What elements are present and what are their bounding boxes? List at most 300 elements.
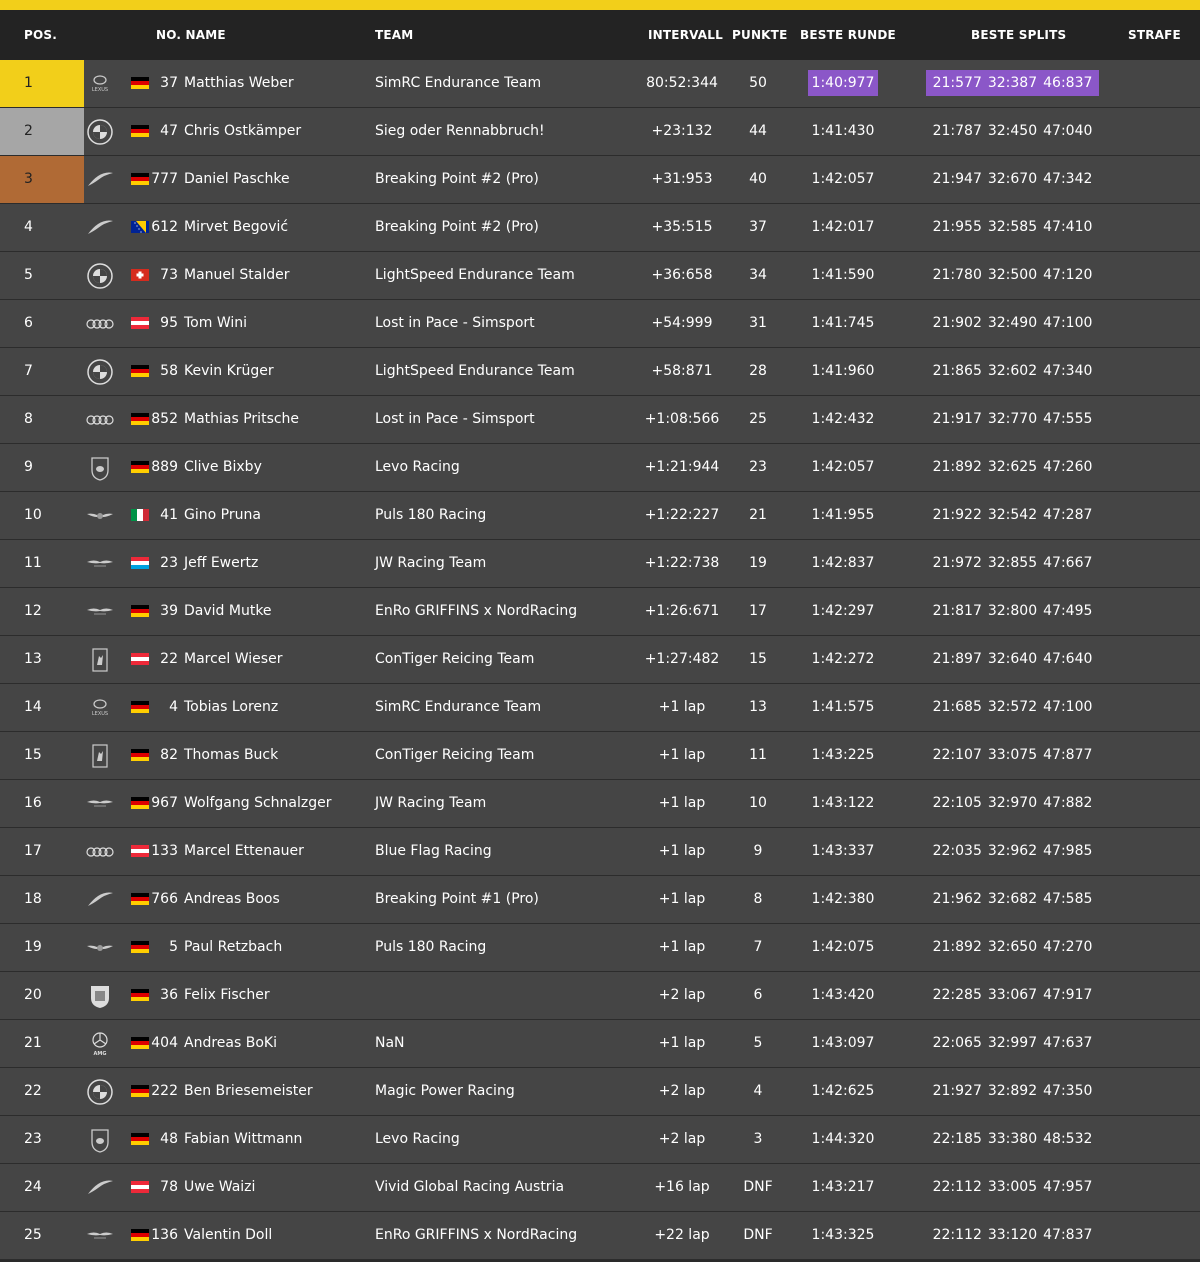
best-splits: [905, 156, 1120, 203]
mclaren-logo-icon: [86, 166, 114, 194]
split-1: 21:865: [932, 363, 982, 379]
split-2: 32:387: [987, 75, 1038, 91]
split-2: 32:800: [987, 603, 1038, 619]
driver-name: Tom Wini: [184, 315, 248, 331]
interval: +1 lap: [658, 747, 706, 763]
split-1: 21:955: [932, 219, 982, 235]
position: 14: [24, 699, 42, 715]
best-lap: [793, 684, 893, 731]
best-lap: [793, 1068, 893, 1115]
team-name: ConTiger Reicing Team: [375, 651, 535, 667]
position: 22: [24, 1083, 42, 1099]
table-row[interactable]: [0, 492, 1200, 540]
table-row[interactable]: [0, 348, 1200, 396]
driver-name: Felix Fischer: [184, 987, 270, 1003]
split-3: 47:410: [1043, 219, 1093, 235]
best-splits: [905, 60, 1120, 107]
best-lap-value: 1:42:837: [811, 555, 875, 571]
mclaren-logo-icon: [86, 214, 114, 242]
split-3: 47:640: [1043, 651, 1093, 667]
split-3: 47:100: [1043, 699, 1093, 715]
split-2: 32:970: [987, 795, 1038, 811]
team-name: JW Racing Team: [375, 795, 487, 811]
best-splits: [905, 588, 1120, 635]
audi-logo-icon: [86, 310, 114, 338]
driver-name: Fabian Wittmann: [184, 1131, 303, 1147]
driver-name: Tobias Lorenz: [184, 699, 279, 715]
position: 8: [24, 411, 33, 427]
driver-name: Chris Ostkämper: [184, 123, 302, 139]
car-number: 23: [160, 555, 178, 571]
points: 3: [753, 1131, 763, 1147]
team-name: LightSpeed Endurance Team: [375, 267, 575, 283]
bmw-logo-icon: [86, 358, 114, 386]
split-1: 21:787: [932, 123, 982, 139]
points: 17: [749, 603, 767, 619]
table-row[interactable]: [0, 1164, 1200, 1212]
car-number: 37: [160, 75, 178, 91]
best-lap-value: 1:43:337: [811, 843, 875, 859]
table-row[interactable]: [0, 204, 1200, 252]
points: 44: [749, 123, 767, 139]
best-lap-value: 1:44:320: [811, 1131, 875, 1147]
driver-name: Paul Retzbach: [184, 939, 283, 955]
position: 21: [24, 1035, 42, 1051]
best-lap-value: 1:41:575: [811, 699, 875, 715]
split-3: 47:882: [1043, 795, 1093, 811]
car-number: 47: [160, 123, 178, 139]
position: 3: [0, 156, 84, 203]
table-header: [0, 10, 1200, 60]
team-name: Breaking Point #2 (Pro): [375, 171, 539, 187]
table-row[interactable]: [0, 924, 1200, 972]
best-lap-value: 1:43:122: [811, 795, 875, 811]
split-3: 47:120: [1043, 267, 1093, 283]
split-1: 22:065: [932, 1035, 982, 1051]
split-1: 21:962: [932, 891, 982, 907]
header-punkte: PUNKTE: [732, 28, 788, 42]
split-1: 21:892: [932, 459, 982, 475]
split-1: 21:685: [932, 699, 982, 715]
best-lap: [793, 1116, 893, 1163]
best-splits-group: [926, 694, 1100, 720]
best-lap-value: 1:43:217: [811, 1179, 875, 1195]
split-2: 33:120: [987, 1227, 1038, 1243]
points: 13: [749, 699, 767, 715]
split-2: 32:855: [987, 555, 1038, 571]
driver-name: Andreas Boos: [184, 891, 280, 907]
header-intervall: INTERVALL: [648, 28, 723, 42]
lexus-logo-icon: [86, 694, 114, 722]
car-number: 41: [160, 507, 178, 523]
position: 23: [24, 1131, 42, 1147]
table-row[interactable]: [0, 636, 1200, 684]
position: 6: [24, 315, 33, 331]
split-2: 32:997: [987, 1035, 1038, 1051]
split-1: 21:927: [932, 1083, 982, 1099]
car-number: 82: [160, 747, 178, 763]
best-lap-value: 1:41:430: [811, 123, 875, 139]
split-3: 47:495: [1043, 603, 1093, 619]
interval: +2 lap: [658, 1083, 706, 1099]
best-lap: [793, 252, 893, 299]
best-splits: [905, 108, 1120, 155]
flag-de-icon: [131, 77, 149, 89]
best-lap-value: 1:41:955: [811, 507, 875, 523]
table-row[interactable]: [0, 684, 1200, 732]
split-3: 47:342: [1043, 171, 1093, 187]
driver-name: Manuel Stalder: [184, 267, 290, 283]
best-splits: [905, 1068, 1120, 1115]
lamborghini-logo-icon: [86, 1126, 114, 1154]
interval: +58:871: [651, 363, 713, 379]
points: 6: [753, 987, 763, 1003]
interval: +36:658: [651, 267, 713, 283]
table-row[interactable]: [0, 876, 1200, 924]
best-splits: [905, 1164, 1120, 1211]
best-lap: [793, 540, 893, 587]
driver-name: Matthias Weber: [184, 75, 294, 91]
car-number: 22: [160, 651, 178, 667]
points: 15: [749, 651, 767, 667]
team-name: Puls 180 Racing: [375, 507, 487, 523]
driver-name: Marcel Ettenauer: [184, 843, 304, 859]
driver-name: Kevin Krüger: [184, 363, 274, 379]
best-splits-group: [926, 646, 1100, 672]
best-splits-group: [926, 1126, 1100, 1152]
best-splits-group: [926, 886, 1100, 912]
team-name: Lost in Pace - Simsport: [375, 411, 535, 427]
flag-de-icon: [131, 461, 149, 473]
split-2: 32:625: [987, 459, 1038, 475]
flag-de-icon: [131, 605, 149, 617]
driver-name: Ben Briesemeister: [184, 1083, 313, 1099]
flag-ba-icon: [131, 221, 149, 233]
best-lap: [793, 972, 893, 1019]
flag-lu-icon: [131, 557, 149, 569]
split-1: 22:035: [932, 843, 982, 859]
split-1: 22:285: [932, 987, 982, 1003]
mclaren-logo-icon: [86, 886, 114, 914]
lamborghini-logo-icon: [86, 454, 114, 482]
team-name: Levo Racing: [375, 1131, 460, 1147]
flag-de-icon: [131, 701, 149, 713]
best-lap-value: 1:43:097: [811, 1035, 875, 1051]
best-lap: [793, 1212, 893, 1259]
split-2: 32:490: [987, 315, 1038, 331]
car-number: 889: [151, 459, 178, 475]
driver-name: Uwe Waizi: [184, 1179, 256, 1195]
ferrari-logo-icon: [86, 742, 114, 770]
interval: 80:52:344: [646, 75, 718, 91]
interval: +1 lap: [658, 891, 706, 907]
driver-name: David Mutke: [184, 603, 272, 619]
svg-text:LEXUS: LEXUS: [91, 87, 109, 93]
split-2: 32:640: [987, 651, 1038, 667]
points: 5: [753, 1035, 763, 1051]
best-splits-group: [926, 598, 1100, 624]
split-2: 33:075: [987, 747, 1038, 763]
interval: +1 lap: [658, 699, 706, 715]
driver-name: Jeff Ewertz: [184, 555, 259, 571]
table-row[interactable]: [0, 1020, 1200, 1068]
table-row[interactable]: [0, 252, 1200, 300]
best-splits-group: [926, 166, 1100, 192]
split-3: 46:837: [1043, 75, 1093, 91]
best-splits-group: [926, 214, 1100, 240]
interval: +1 lap: [658, 1035, 706, 1051]
team-name: Puls 180 Racing: [375, 939, 487, 955]
points: 19: [749, 555, 767, 571]
points: 11: [749, 747, 767, 763]
position: 5: [24, 267, 33, 283]
best-lap-value: 1:42:297: [811, 603, 875, 619]
table-row[interactable]: [0, 444, 1200, 492]
best-lap: [793, 300, 893, 347]
driver-name: Andreas BoKi: [184, 1035, 277, 1051]
split-2: 32:542: [987, 507, 1038, 523]
bmw-logo-icon: [86, 118, 114, 146]
split-3: 47:877: [1043, 747, 1093, 763]
table-row[interactable]: [0, 1212, 1200, 1260]
best-splits: [905, 492, 1120, 539]
best-lap: [793, 444, 893, 491]
position: 7: [24, 363, 33, 379]
flag-de-icon: [131, 797, 149, 809]
position: 19: [24, 939, 42, 955]
interval: +1 lap: [658, 795, 706, 811]
best-splits: [905, 732, 1120, 779]
car-number: 36: [160, 987, 178, 1003]
position: 17: [24, 843, 42, 859]
position: 16: [24, 795, 42, 811]
position: 2: [0, 108, 84, 155]
split-3: 47:957: [1043, 1179, 1093, 1195]
table-row[interactable]: [0, 540, 1200, 588]
table-row[interactable]: [0, 60, 1200, 108]
split-3: 47:667: [1043, 555, 1093, 571]
best-lap-value: 1:42:380: [811, 891, 875, 907]
split-3: 47:040: [1043, 123, 1093, 139]
best-splits: [905, 444, 1120, 491]
best-splits-group: [926, 406, 1100, 432]
split-1: 21:902: [932, 315, 982, 331]
car-number: 73: [160, 267, 178, 283]
flag-de-icon: [131, 941, 149, 953]
header-pos: POS.: [24, 28, 57, 42]
best-splits: [905, 972, 1120, 1019]
interval: +22 lap: [654, 1227, 710, 1243]
aston-martin-logo-icon: [86, 598, 114, 626]
driver-name: Marcel Wieser: [184, 651, 283, 667]
best-splits-group: [926, 1174, 1100, 1200]
split-2: 32:962: [987, 843, 1038, 859]
best-lap: [793, 732, 893, 779]
split-3: 47:585: [1043, 891, 1093, 907]
table-row[interactable]: [0, 1116, 1200, 1164]
team-name: Breaking Point #1 (Pro): [375, 891, 539, 907]
best-lap: [793, 348, 893, 395]
split-1: 22:112: [932, 1179, 982, 1195]
position: 1: [0, 60, 84, 107]
mclaren-logo-icon: [86, 1174, 114, 1202]
car-number: 136: [151, 1227, 178, 1243]
best-splits-group: [926, 838, 1100, 864]
interval: +16 lap: [654, 1179, 710, 1195]
best-lap: [793, 60, 893, 107]
points: 7: [753, 939, 763, 955]
best-splits-group: [926, 310, 1100, 336]
split-3: 47:340: [1043, 363, 1093, 379]
porsche-logo-icon: [86, 982, 114, 1010]
car-number: 852: [151, 411, 178, 427]
interval: +1:22:227: [644, 507, 720, 523]
best-lap-value: 1:40:977: [808, 70, 879, 96]
split-3: 47:287: [1043, 507, 1093, 523]
driver-name: Mirvet Begović: [184, 219, 289, 235]
driver-name: Valentin Doll: [184, 1227, 273, 1243]
best-lap-value: 1:43:325: [811, 1227, 875, 1243]
split-1: 21:947: [932, 171, 982, 187]
split-2: 33:005: [987, 1179, 1038, 1195]
flag-at-icon: [131, 653, 149, 665]
aston-martin-logo-icon: [86, 790, 114, 818]
team-name: SimRC Endurance Team: [375, 75, 542, 91]
position: 4: [24, 219, 33, 235]
points: 34: [749, 267, 767, 283]
best-splits-group: [926, 70, 1100, 96]
team-name: Breaking Point #2 (Pro): [375, 219, 539, 235]
points: 9: [753, 843, 763, 859]
table-row[interactable]: [0, 1068, 1200, 1116]
flag-de-icon: [131, 173, 149, 185]
best-splits-group: [926, 1030, 1100, 1056]
best-splits: [905, 828, 1120, 875]
split-2: 32:572: [987, 699, 1038, 715]
interval: +54:999: [651, 315, 713, 331]
best-lap: [793, 588, 893, 635]
split-1: 22:107: [932, 747, 982, 763]
best-splits: [905, 636, 1120, 683]
car-number: 39: [160, 603, 178, 619]
car-number: 5: [169, 939, 178, 955]
points: 8: [753, 891, 763, 907]
split-3: 47:350: [1043, 1083, 1093, 1099]
table-row[interactable]: [0, 396, 1200, 444]
table-row[interactable]: [0, 588, 1200, 636]
position: 9: [24, 459, 33, 475]
points: DNF: [743, 1227, 773, 1243]
points: 31: [749, 315, 767, 331]
table-row[interactable]: [0, 108, 1200, 156]
best-splits: [905, 924, 1120, 971]
team-name: JW Racing Team: [375, 555, 487, 571]
car-number: 78: [160, 1179, 178, 1195]
team-name: EnRo GRIFFINS x NordRacing: [375, 1227, 578, 1243]
best-lap: [793, 636, 893, 683]
best-lap-value: 1:42:625: [811, 1083, 875, 1099]
table-row[interactable]: [0, 780, 1200, 828]
best-lap-value: 1:42:075: [811, 939, 875, 955]
header-team: TEAM: [375, 28, 414, 42]
bmw-logo-icon: [86, 1078, 114, 1106]
flag-ch-icon: [131, 269, 149, 281]
table-row[interactable]: [0, 732, 1200, 780]
flag-de-icon: [131, 749, 149, 761]
svg-text:LEXUS: LEXUS: [91, 711, 109, 717]
split-1: 21:892: [932, 939, 982, 955]
position: 24: [24, 1179, 42, 1195]
best-lap-value: 1:43:225: [811, 747, 875, 763]
best-splits-group: [926, 1078, 1100, 1104]
best-splits-group: [926, 454, 1100, 480]
best-splits-group: [926, 358, 1100, 384]
position: 18: [24, 891, 42, 907]
mercedes-amg-logo-icon: [86, 1030, 114, 1058]
car-number: 4: [169, 699, 178, 715]
flag-at-icon: [131, 317, 149, 329]
best-splits: [905, 684, 1120, 731]
best-lap-value: 1:42:432: [811, 411, 875, 427]
points: 23: [749, 459, 767, 475]
best-lap: [793, 1020, 893, 1067]
interval: +1:22:738: [644, 555, 720, 571]
best-lap-value: 1:42:017: [811, 219, 875, 235]
team-name: SimRC Endurance Team: [375, 699, 542, 715]
svg-text:AMG: AMG: [93, 1051, 107, 1057]
interval: +1:27:482: [644, 651, 720, 667]
team-name: Levo Racing: [375, 459, 460, 475]
flag-de-icon: [131, 893, 149, 905]
team-name: Blue Flag Racing: [375, 843, 492, 859]
header-beste-splits: BESTE SPLITS: [971, 28, 1067, 42]
bmw-logo-icon: [86, 262, 114, 290]
flag-de-icon: [131, 1229, 149, 1241]
split-1: 22:105: [932, 795, 982, 811]
interval: +1 lap: [658, 843, 706, 859]
flag-de-icon: [131, 1037, 149, 1049]
best-splits-group: [926, 262, 1100, 288]
table-row[interactable]: [0, 828, 1200, 876]
car-number: 58: [160, 363, 178, 379]
interval: +2 lap: [658, 1131, 706, 1147]
team-name: Sieg oder Rennabbruch!: [375, 123, 545, 139]
flag-at-icon: [131, 1181, 149, 1193]
split-3: 47:270: [1043, 939, 1093, 955]
best-splits: [905, 876, 1120, 923]
best-splits-group: [926, 1222, 1100, 1248]
car-number: 133: [151, 843, 178, 859]
team-name: Vivid Global Racing Austria: [375, 1179, 565, 1195]
split-2: 32:602: [987, 363, 1038, 379]
interval: +2 lap: [658, 987, 706, 1003]
aston-martin-logo-icon: [86, 1222, 114, 1250]
table-row[interactable]: [0, 972, 1200, 1020]
team-name: Magic Power Racing: [375, 1083, 515, 1099]
position: 15: [24, 747, 42, 763]
interval: +31:953: [651, 171, 713, 187]
table-row[interactable]: [0, 300, 1200, 348]
best-splits: [905, 252, 1120, 299]
best-lap-value: 1:42:057: [811, 171, 875, 187]
points: 10: [749, 795, 767, 811]
aston-martin-logo-icon: [86, 550, 114, 578]
table-row[interactable]: [0, 156, 1200, 204]
car-number: 766: [151, 891, 178, 907]
flag-it-icon: [131, 509, 149, 521]
split-2: 32:650: [987, 939, 1038, 955]
driver-name: Clive Bixby: [184, 459, 262, 475]
